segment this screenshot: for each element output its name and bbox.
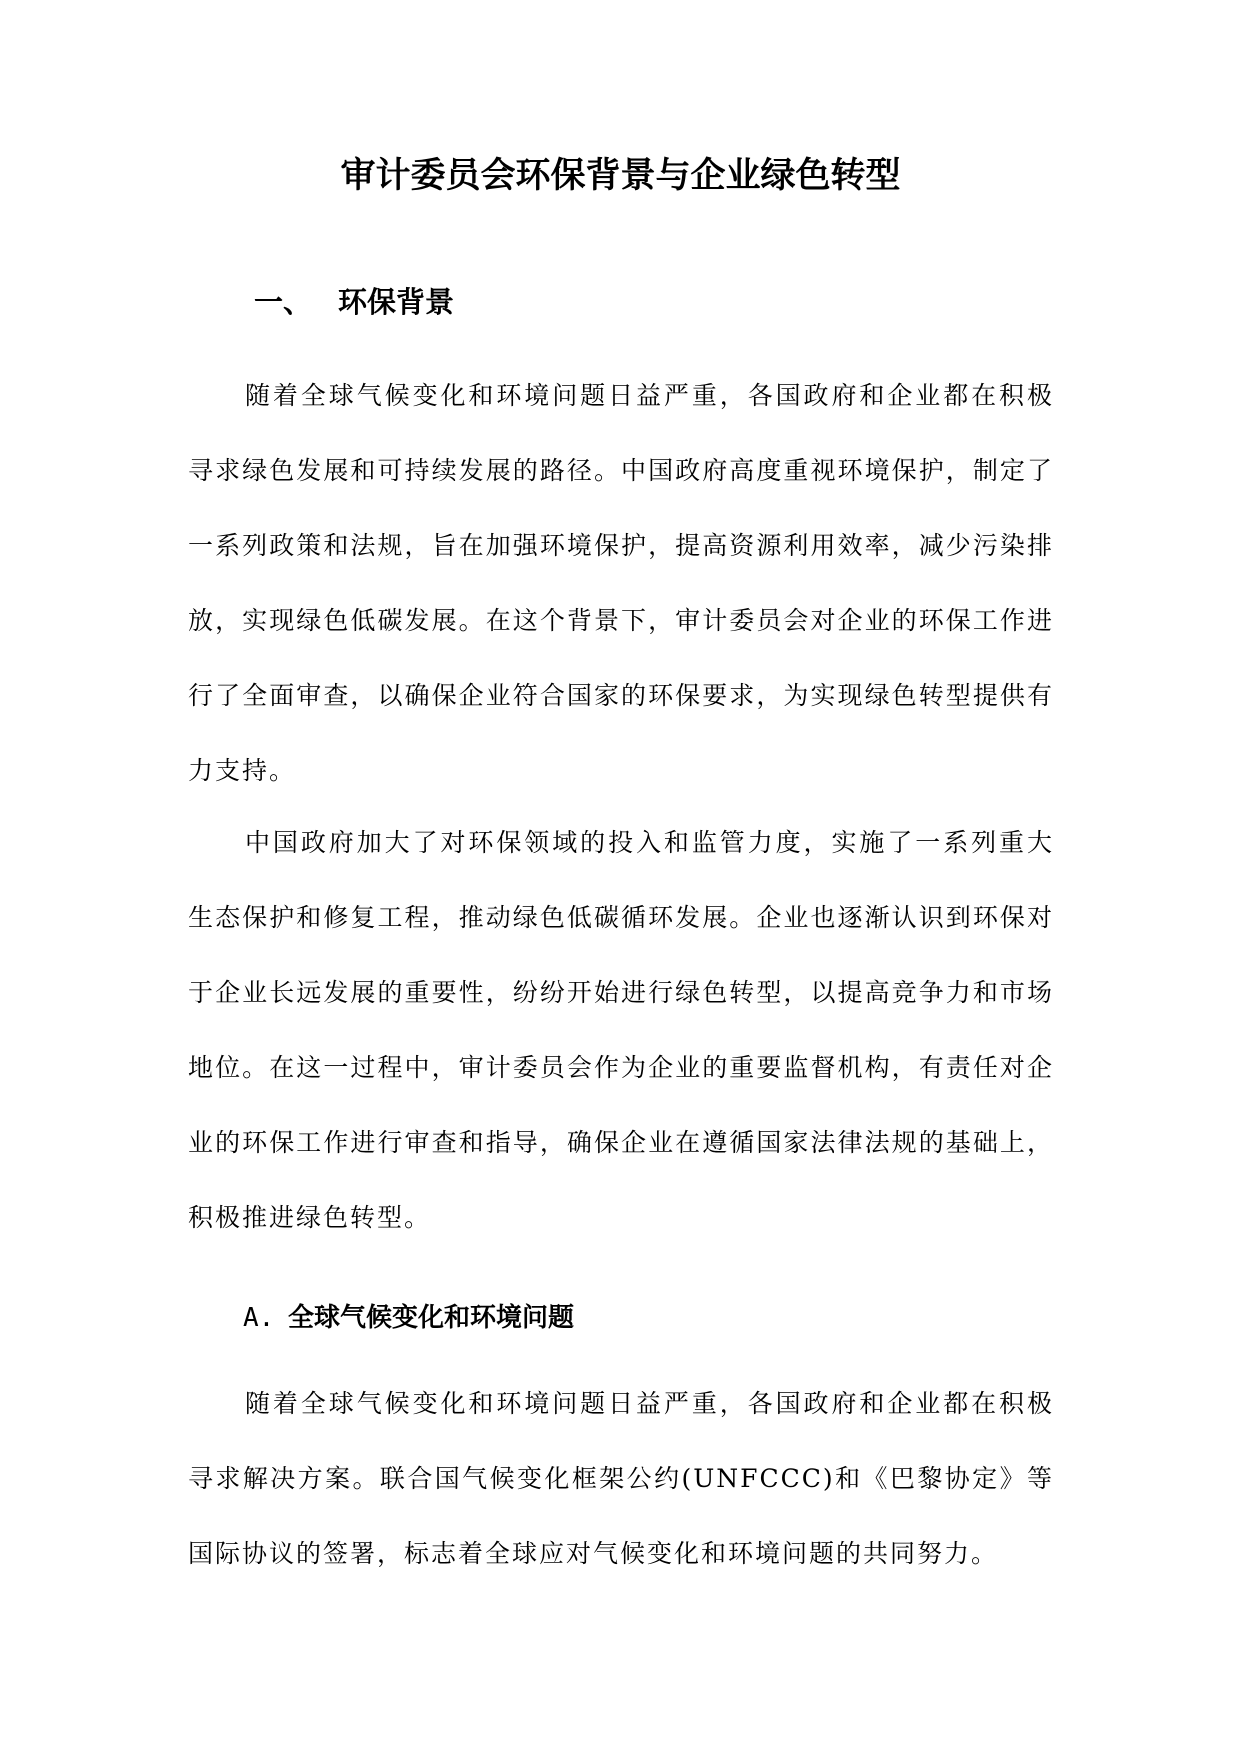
- section-heading-text: 环保背景: [338, 285, 455, 319]
- body-paragraph: 随着全球气候变化和环境问题日益严重，各国政府和企业都在积极寻求解决方案。联合国气候变化框架公约(UNFCCC)和《巴黎协定》等国际协议的签署，标志着全球应对气候变化和环境问题的共同努力。: [188, 1389, 1054, 1568]
- section-number: 一、: [254, 285, 313, 319]
- document-title: 审计委员会环保背景与企业绿色转型: [340, 156, 901, 196]
- subsection-number: A.: [243, 1303, 275, 1333]
- body-paragraph: 中国政府加大了对环保领域的投入和监管力度，实施了一系列重大生态保护和修复工程，推动绿色低碳循环发展。企业也逐渐认识到环保对于企业长远发展的重要性，纷纷开始进行绿色转型，以提高竞争力和市场地位。在这一过程中，审计委员会作为企业的重要监督机构，有责任对企业的环保工作进行审查和指导，确保企业在遵循国家法律法规的基础上，积极推进绿色转型。: [188, 828, 1054, 1232]
- subsection-heading: [243, 1298, 574, 1338]
- body-paragraph: 随着全球气候变化和环境问题日益严重，各国政府和企业都在积极寻求绿色发展和可持续发展的路径。中国政府高度重视环境保护，制定了一系列政策和法规，旨在加强环境保护，提高资源利用效率，减少污染排放，实现绿色低碳发展。在这个背景下，审计委员会对企业的环保工作进行了全面审查，以确保企业符合国家的环保要求，为实现绿色转型提供有力支持。: [188, 381, 1054, 785]
- subsection-heading-text: 全球气候变化和环境问题: [288, 1303, 575, 1333]
- section-heading: [254, 282, 454, 322]
